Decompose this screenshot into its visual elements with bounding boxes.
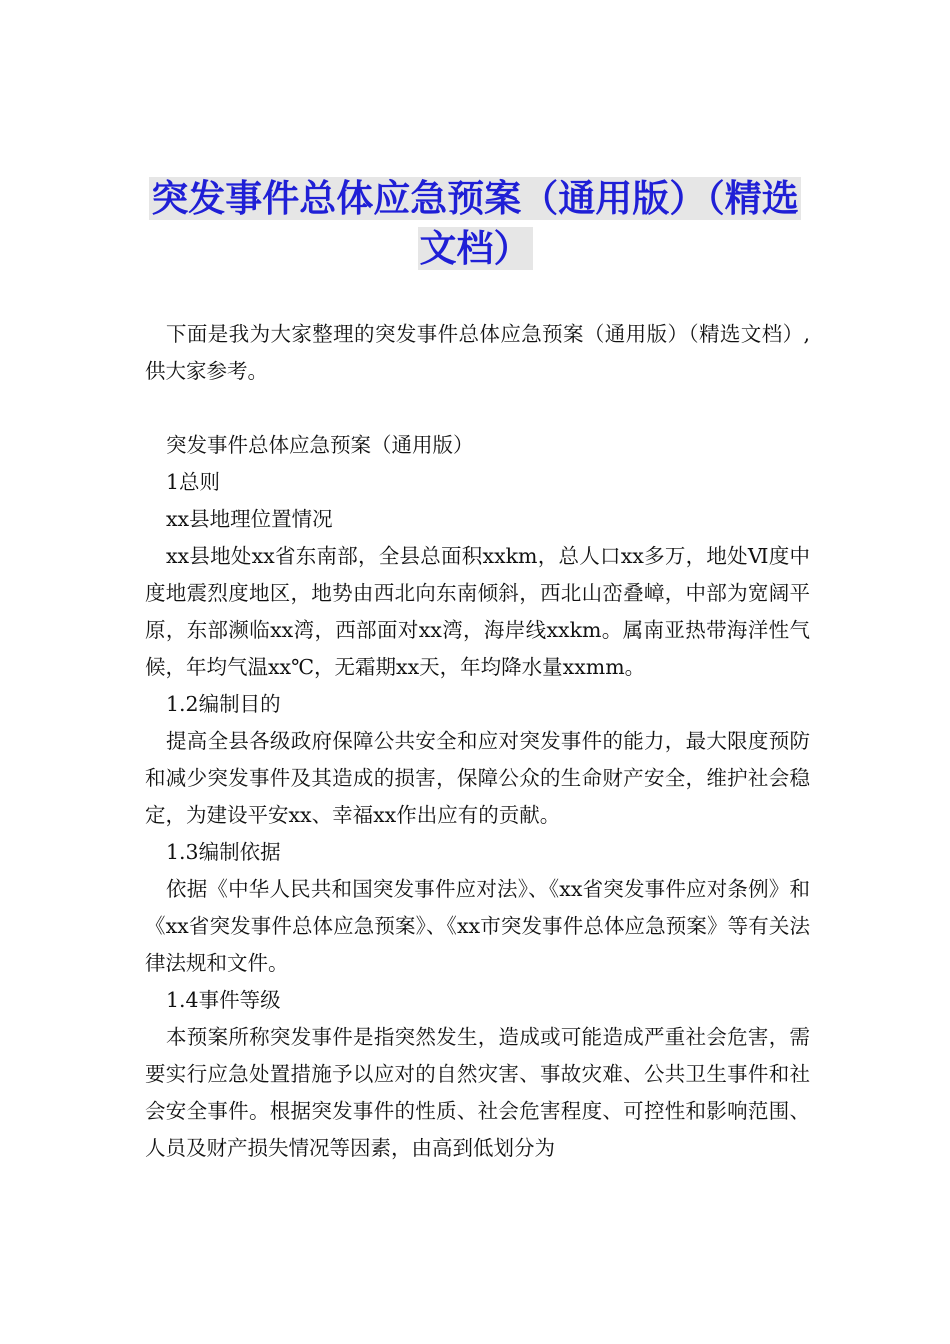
document-body (145, 316, 810, 1167)
paragraph-purpose: 提高全县各级政府保障公共安全和应对突发事件的能力，最大限度预防和减少突发事件及其造成的损害，保障公众的生命财产安全，维护社会稳定，为建设平安xx、幸福xx作出应有的贡献。 (145, 729, 810, 827)
blank-line (145, 390, 810, 427)
section-heading-general: 1总则 (166, 470, 221, 494)
paragraph-levels: 本预案所称突发事件是指突然发生，造成或可能造成严重社会危害，需要实行应急处置措施予以应对的自然灾害、事故灾难、公共卫生事件和社会安全事件。根据突发事件的性质、社会危害程度、可控性和影响范围、人员及财产损失情况等因素，由高到低划分为 (145, 1025, 810, 1160)
intro-paragraph: 下面是我为大家整理的突发事件总体应急预案（通用版）（精选文档）,供大家参考。 (145, 322, 810, 383)
subheading-purpose: 1.2编制目的 (166, 692, 281, 716)
subheading-basis: 1.3编制依据 (166, 840, 281, 864)
subheading-location: xx县地理位置情况 (166, 507, 333, 531)
subheading-levels: 1.4事件等级 (166, 988, 281, 1012)
section-heading-main: 突发事件总体应急预案（通用版） (166, 433, 474, 457)
paragraph-location: xx县地处xx省东南部，全县总面积xxkm，总人口xx多万，地处Ⅵ度中度地震烈度地区，地势由西北向东南倾斜，西北山峦叠嶂，中部为宽阔平原，东部濒临xx湾，西部面对xx湾，海岸线xxkm。属南亚热带海洋性气候，年均气温xx℃，无霜期xx天，年均降水量xxmm。 (145, 544, 810, 679)
title-text: 突发事件总体应急预案（通用版）（精选文档） (151, 177, 799, 270)
document-title (140, 174, 810, 274)
paragraph-basis: 依据《中华人民共和国突发事件应对法》、《xx省突发事件应对条例》和《xx省突发事件总体应急预案》、《xx市突发事件总体应急预案》等有关法律法规和文件。 (145, 877, 810, 975)
